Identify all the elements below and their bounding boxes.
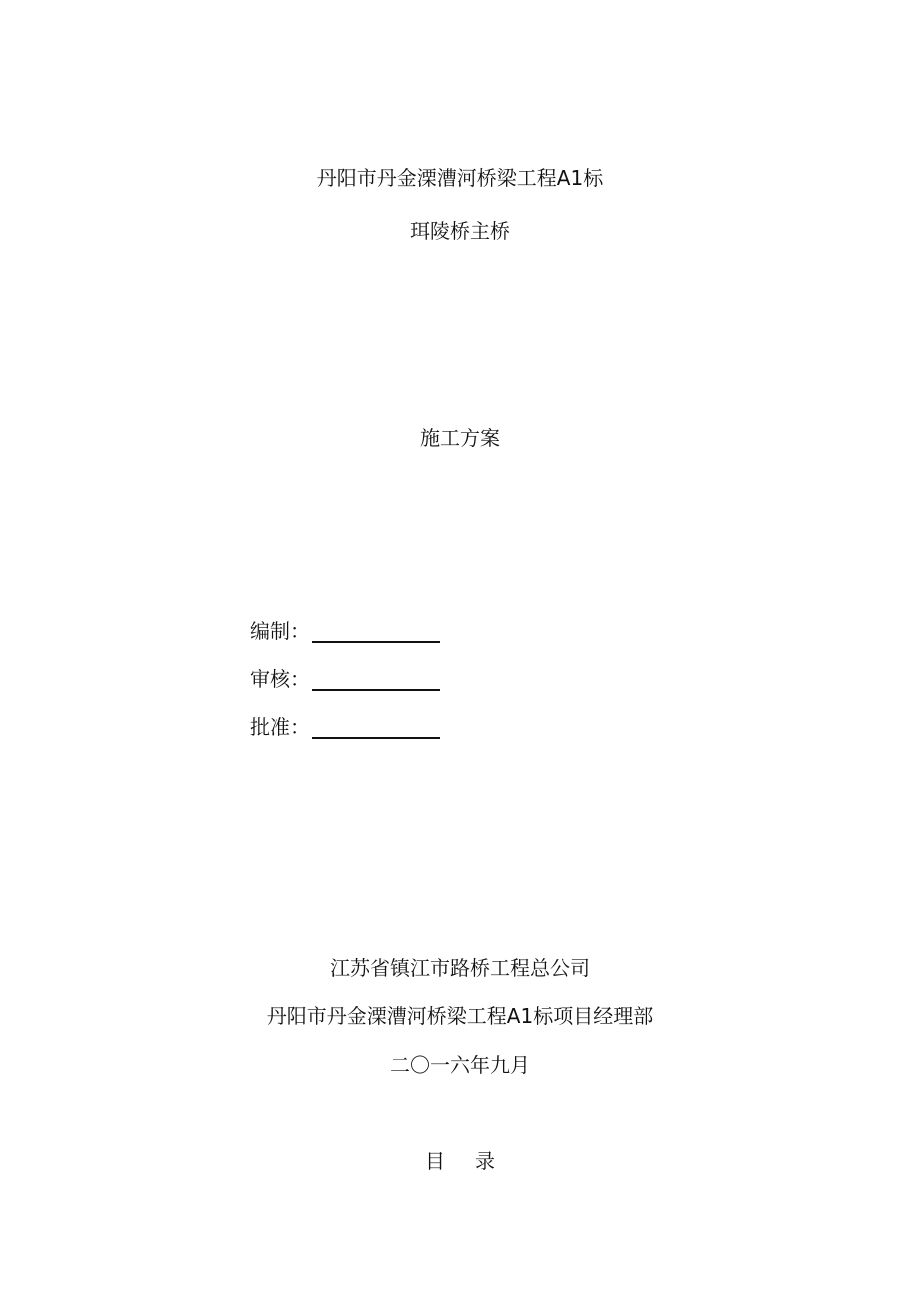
- document-type: 施工方案: [420, 426, 500, 450]
- toc-heading-char: 录: [475, 1149, 495, 1173]
- signature-blank: [312, 717, 440, 739]
- toc-heading: [0, 1147, 920, 1175]
- signature-blank: [312, 621, 440, 643]
- signature-label: 编制：: [250, 619, 310, 643]
- signature-row-reviewed: [250, 665, 440, 693]
- signature-blank: [312, 669, 440, 691]
- bridge-name: 珥陵桥主桥: [410, 219, 510, 243]
- company-name: 江苏省镇江市路桥工程总公司: [330, 956, 590, 980]
- project-title: 丹阳市丹金溧漕河桥梁工程A1标: [316, 166, 604, 190]
- signature-row-approved: [250, 713, 440, 741]
- department-name: 丹阳市丹金溧漕河桥梁工程A1标项目经理部: [266, 1004, 654, 1028]
- toc-heading-char: 目: [425, 1149, 445, 1173]
- signature-label: 批准：: [250, 715, 310, 739]
- document-date: 二〇一六年九月: [390, 1053, 530, 1077]
- signature-row-compiled: [250, 617, 440, 645]
- signature-label: 审核：: [250, 667, 310, 691]
